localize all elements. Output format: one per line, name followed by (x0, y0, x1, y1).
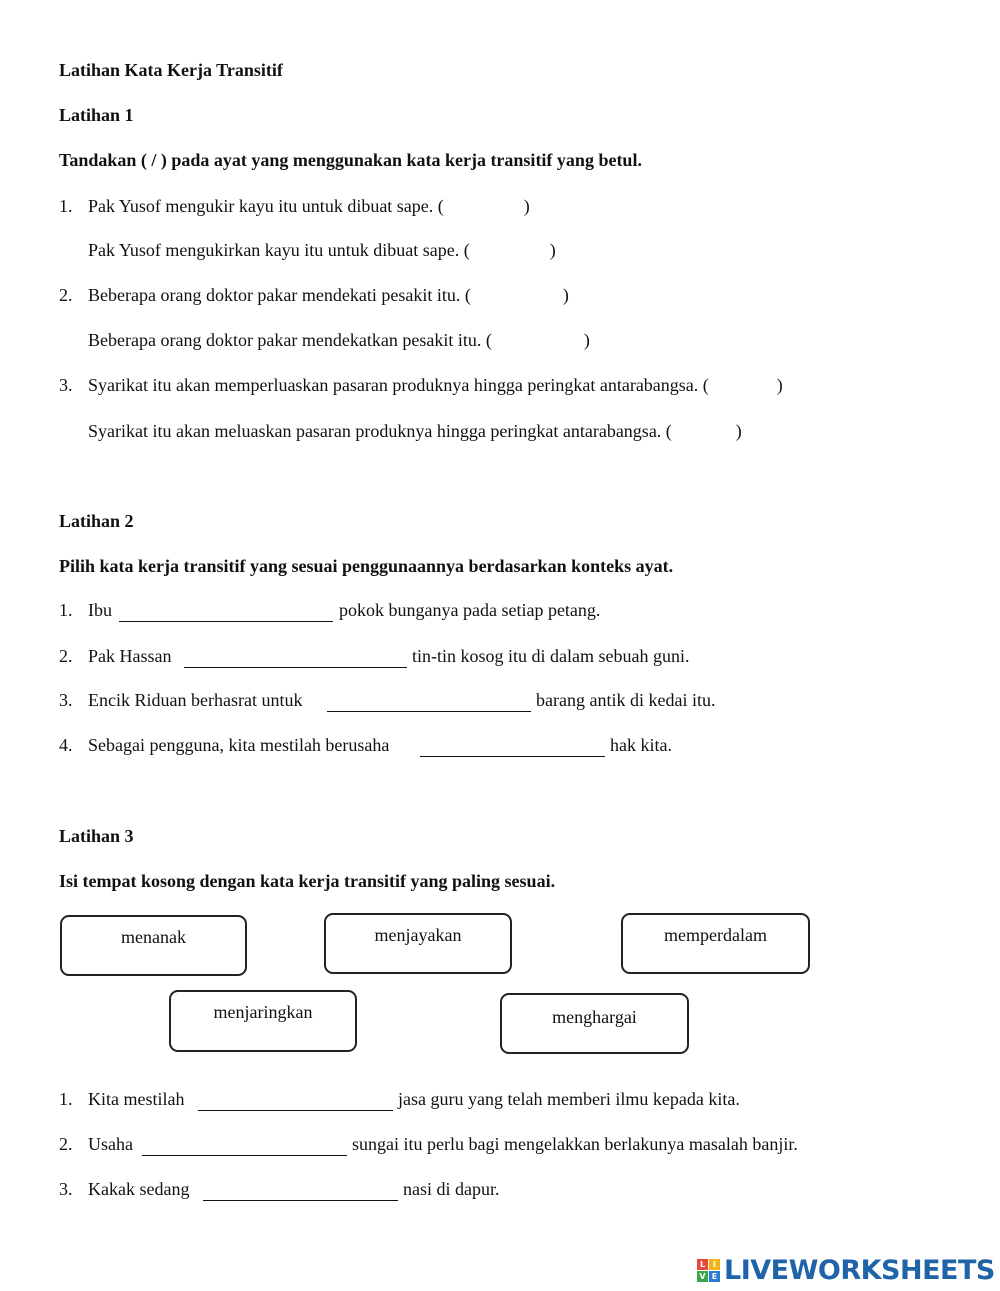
l3-item2-blank[interactable] (142, 1133, 347, 1156)
page-title: Latihan Kata Kerja Transitif (59, 60, 283, 80)
l3-item3-before: Kakak sedang (88, 1179, 190, 1199)
l2-item4-blank[interactable] (420, 734, 605, 757)
l3-item1-before: Kita mestilah (88, 1089, 185, 1109)
l1-item3-number: 3. (59, 375, 73, 395)
l2-item1-blank[interactable] (119, 599, 333, 622)
latihan1-heading: Latihan 1 (59, 105, 134, 125)
l2-item4-before: Sebagai pengguna, kita mestilah berusaha (88, 735, 390, 755)
logo-grid-icon (697, 1259, 720, 1282)
l1-item2-sentence-a: Beberapa orang doktor pakar mendekati pesakit itu. ( ) (88, 285, 569, 305)
logo-grid-cell-l: L (697, 1259, 708, 1270)
l2-item3-before: Encik Riduan berhasrat untuk (88, 690, 303, 710)
latihan2-heading: Latihan 2 (59, 511, 134, 531)
logo-grid-cell-i: I (709, 1259, 720, 1270)
l3-item1-number: 1. (59, 1089, 73, 1109)
l2-item1-after: pokok bunganya pada setiap petang. (339, 600, 601, 620)
l1-item1-sentence-b: Pak Yusof mengukirkan kayu itu untuk dibuat sape. ( ) (88, 240, 556, 260)
liveworksheets-logo (697, 1255, 995, 1285)
l3-item3-blank[interactable] (203, 1178, 398, 1201)
l2-item2-before: Pak Hassan (88, 646, 172, 666)
l3-item1-after: jasa guru yang telah memberi ilmu kepada kita. (398, 1089, 740, 1109)
logo-grid-cell-e: E (709, 1271, 720, 1282)
l2-item4-after: hak kita. (610, 735, 672, 755)
word-box-menjaringkan[interactable]: menjaringkan (169, 990, 357, 1052)
l2-item3-after: barang antik di kedai itu. (536, 690, 716, 710)
word-box-memperdalam[interactable]: memperdalam (621, 913, 810, 974)
word-box-menghargai[interactable]: menghargai (500, 993, 689, 1054)
latihan3-instruction: Isi tempat kosong dengan kata kerja transitif yang paling sesuai. (59, 871, 556, 891)
l1-item3-sentence-b: Syarikat itu akan meluaskan pasaran produknya hingga peringkat antarabangsa. ( ) (88, 421, 742, 441)
l1-item3-sentence-a: Syarikat itu akan memperluaskan pasaran produknya hingga peringkat antarabangsa. ( ) (88, 375, 783, 395)
l3-item2-before: Usaha (88, 1134, 133, 1154)
latihan1-instruction: Tandakan ( / ) pada ayat yang menggunakan kata kerja transitif yang betul. (59, 150, 642, 170)
l2-item2-number: 2. (59, 646, 73, 666)
l1-item1-number: 1. (59, 196, 73, 216)
l3-item2-number: 2. (59, 1134, 73, 1154)
l2-item1-number: 1. (59, 600, 73, 620)
l2-item2-after: tin-tin kosog itu di dalam sebuah guni. (412, 646, 690, 666)
l1-item1-sentence-a: Pak Yusof mengukir kayu itu untuk dibuat sape. ( ) (88, 196, 530, 216)
l2-item1-before: Ibu (88, 600, 112, 620)
logo-text: LIVEWORKSHEETS (724, 1254, 995, 1286)
latihan2-instruction: Pilih kata kerja transitif yang sesuai penggunaannya berdasarkan konteks ayat. (59, 556, 674, 576)
l2-item2-blank[interactable] (184, 645, 407, 668)
word-box-menjayakan[interactable]: menjayakan (324, 913, 512, 974)
l1-item2-number: 2. (59, 285, 73, 305)
l3-item3-after: nasi di dapur. (403, 1179, 500, 1199)
l2-item4-number: 4. (59, 735, 73, 755)
l1-item2-sentence-b: Beberapa orang doktor pakar mendekatkan pesakit itu. ( ) (88, 330, 590, 350)
l2-item3-number: 3. (59, 690, 73, 710)
l3-item3-number: 3. (59, 1179, 73, 1199)
l3-item1-blank[interactable] (198, 1088, 393, 1111)
word-box-menanak[interactable]: menanak (60, 915, 247, 976)
latihan3-heading: Latihan 3 (59, 826, 134, 846)
l2-item3-blank[interactable] (327, 689, 531, 712)
logo-grid-cell-v: V (697, 1271, 708, 1282)
l3-item2-after: sungai itu perlu bagi mengelakkan berlakunya masalah banjir. (352, 1134, 798, 1154)
